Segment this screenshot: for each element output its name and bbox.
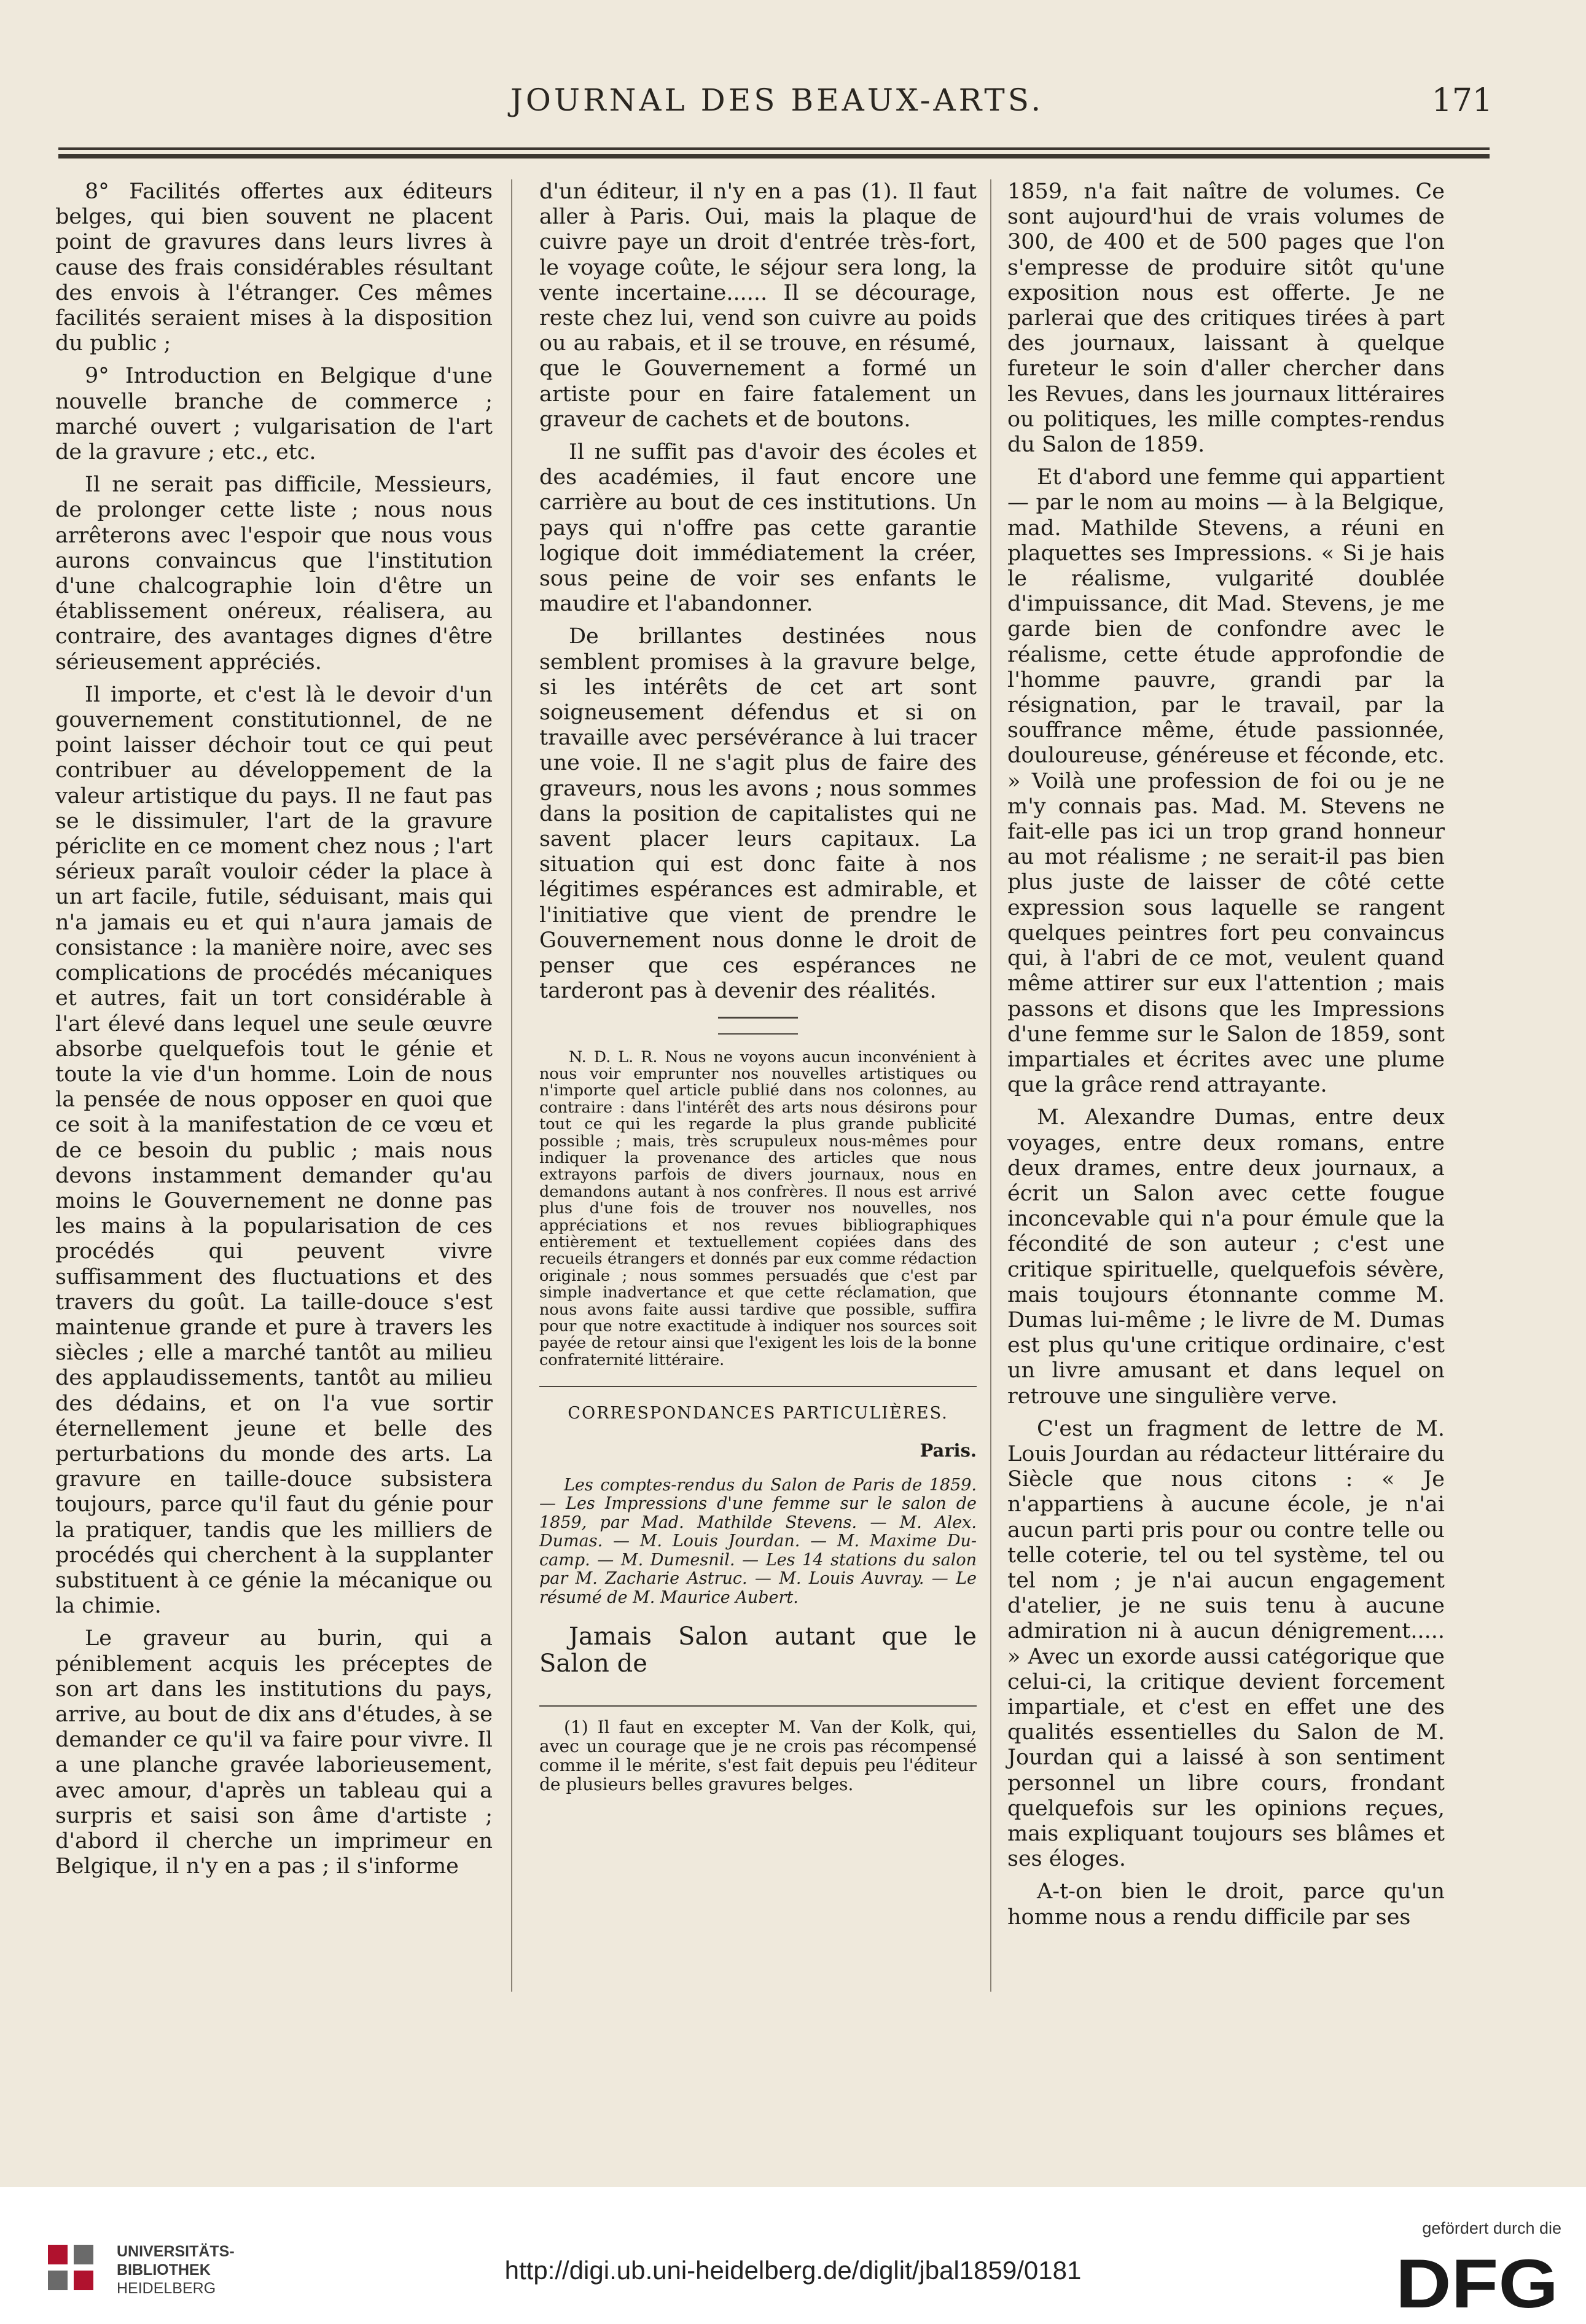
paragraph: d'un éditeur, il n'y en a pas (1). Il faut aller à Paris. Oui, mais la plaque de cuivre paye un droit d'entrée très-fort, le voyage coûte, le séjour sera long, la vente incertaine...... Il se décourage, reste chez lui, vend son cuivre au poids ou au rabais, et il se trouve, en résumé, que le Gouvernement a formé un artiste pour en faire fatalement un graveur de cachets et de boutons. [539, 179, 977, 432]
page-number: 171 [1431, 82, 1493, 119]
column-divider [990, 179, 991, 1992]
column-middle [539, 179, 977, 1794]
paragraph: 9° Introduction en Belgique d'une nouvelle branche de commerce ; marché ouvert ; vulgarisation de l'art de la gravure ; etc., etc. [55, 364, 493, 465]
footnote: (1) Il faut en excepter M. Van der Kolk, qui, avec un courage que je ne crois pas récompensé comme il le mérite, s'est fait depuis peu l'éditeur de plusieurs belles gravures belges. [539, 1717, 977, 1795]
correspondence-heading: CORRESPONDANCES PARTICULIÈRES. [568, 1404, 948, 1423]
paragraph: Le graveur au burin, qui a péniblement acquis les préceptes de son art dans les institutions du pays, arrive, au bout de dix ans d'études, à se demander ce qu'il va faire pour vivre. Il a une planche gravée laborieusement, avec amour, d'après un tableau qui a surpris et saisi son âme d'artiste ; d'abord il cherche un imprimeur en Belgique, il n'y en a pas ; il s'informe [55, 1626, 493, 1879]
dfg-logo-icon [1396, 2248, 1561, 2316]
footnote-rule [539, 1705, 977, 1707]
library-name-line: BIBLIOTHEK [117, 2261, 211, 2279]
paragraph: 1859, n'a fait naître de volumes. Ce sont aujourd'hui de vrais volumes de 300, de 400 et de 500 pages que l'on s'empresse de produire sitôt qu'une exposition nous est offerte. Je ne parlerai que des critiques tirées à part des journaux, laissant à quelque fureteur le soin d'aller chercher dans les Revues, dans les journaux littéraires ou politiques, les mille comptes-rendus du Salon de 1859. [1007, 179, 1445, 458]
source-url-link[interactable]: http://digi.ub.uni-heidelberg.de/diglit/jbal1859/0181 [504, 2256, 1082, 2285]
paragraph: Et d'abord une femme qui appartient — par le nom au moins — à la Belgique, mad. Mathilde Stevens, a réuni en plaquettes ses Impressions. « Si je hais le réalisme, vulgarité doublée d'impuissance, dit Mad. Stevens, je me garde bien de confondre avec le réalisme, cette étude approfondie de l'homme pauvre, grandi par la résignation, par le travail, par la souffrance même, étude passionnée, douloureuse, généreuse et féconde, etc. » Voilà une profession de foi ou je ne m'y connais pas. Mad. M. Stevens ne fait-elle pas ici un trop grand honneur au mot réalisme ; ne serait-il pas bien plus juste de laisser de côté cette expression sous laquelle se rangent quelques peintres fort peu convaincus qui, à l'abri de ce mot, veulent quand même attirer sur eux l'attention ; mais passons et disons que les Impressions d'une femme sur le Salon de 1859, sont impartiales et écrites avec une plume que la grâce rend attrayante. [1007, 465, 1445, 1098]
paragraph: Il ne serait pas difficile, Messieurs, de prolonger cette liste ; nous nous arrêterons avec l'espoir que nous vous aurons convaincus que l'institution d'une chalcographie loin d'être un établissement onéreux, réalisera, au contraire, des avantages dignes d'être sérieusement appréciés. [55, 472, 493, 675]
correspondence-city: Paris. [920, 1440, 977, 1461]
paragraph: Il importe, et c'est là le devoir d'un gouvernement constitutionnel, de ne point laisser déchoir tout ce qui peut contribuer au développement de la valeur artistique du pays. Il ne faut pas se le dissimuler, l'art de la gravure périclite en ce moment chez nous ; l'art sérieux paraît vouloir céder la place à un art facile, futile, séduisant, mais qui n'a jamais eu et qui n'aura jamais de consistance : la manière noire, avec ses complications de procédés mécaniques et autres, fait un tort considérable à l'art élevé dans lequel une seule œuvre absorbe quelquefois tout le génie et toute la vie d'un homme. Loin de nous la pensée de nous opposer en quoi que ce soit à la manifestation de ce vœu et de ce besoin du public ; mais nous devons instamment demander qu'au moins le Gouvernement ne donne pas les mains à la popularisation de ces procédés qui peuvent vivre suffisamment des fluctuations et des travers du goût. La taille-douce s'est maintenue grande et pure à travers les siècles ; elle a marché tantôt au milieu des applaudissements, tantôt au milieu des dédains, et on l'a vue sortir éternellement jeune et belle des perturbations du monde des arts. La gravure en taille-douce subsistera toujours, parce qu'il faut du génie pour la pratiquer, tandis que les milliers de procédés qui cherchent à la supplanter substituent à ce génie la mécanique ou la chimie. [55, 682, 493, 1619]
library-name-line: HEIDELBERG [117, 2280, 216, 2297]
paragraph: A-t-on bien le droit, parce qu'un homme nous a rendu difficile par ses [1007, 1879, 1445, 1930]
column-right [1007, 179, 1445, 1938]
section-divider [539, 1386, 977, 1387]
paragraph: C'est un fragment de lettre de M. Louis Jourdan au rédacteur littéraire du Siècle que nous citons : « Je n'appartiens à aucune école, je n'ai aucun parti pris pour ou contre telle ou telle coterie, tel ou tel système, tel ou tel nom ; je n'ai aucun engagement d'atelier, je ne suis tenu à aucune admiration ni à aucun dénigrement..... » Avec un exorde aussi catégorique que celui-ci, la critique devient forcement impartiale, et c'est en effet une des qualités essentielles du Salon de M. Jourdan qui a laissé à son sentiment personnel un libre cours, frondant quelquefois sur les opinions reçues, mais expliquant toujours ses blâmes et ses éloges. [1007, 1416, 1445, 1872]
section-divider [718, 1033, 798, 1035]
section-divider [718, 1017, 798, 1019]
library-name-line: UNIVERSITÄTS- [117, 2243, 235, 2260]
correspondence-summary: Les comptes-rendus du Salon de Paris de 1859. — Les Impressions d'une femme sur le salon de 1859, par Mad. Mathilde Stevens. — M. Alex. Dumas. — M. Louis Jourdan. — M. Maxime Du-camp. — M. Dumesnil. — Les 14 stations du salon par M. Zacharie Astruc. — M. Louis Auvray. — Le résumé de M. Maurice Aubert. [539, 1475, 977, 1607]
editorial-note: N. D. L. R. Nous ne voyons aucun inconvénient à nous voir emprunter nos nouvelles artistiques ou n'importe quel article publié dans nos colonnes, au contraire : dans l'intérêt des arts nous désirons pour tout ce qui les regarde la plus grande publicité possible ; mais, très scrupuleux nous-mêmes pour indiquer la provenance des articles que nous extrayons parfois de divers journaux, nous en demandons autant à nos confrères. Il nous est arrivé plus d'une fois de trouver nos nouvelles, nos appréciations et nos revues bibliographiques entièrement et textuellement copiées dans des recueils étrangers et donnés par eux comme rédaction originale ; nous sommes persuadés que c'est par simple inadvertance et que cette réclamation, que nous avons faite aussi tardive que possible, suffira pour que notre exactitude à indiquer nos sources soit payée de retour ainsi que l'exigent les lois de la bonne confraternité littéraire. [539, 1047, 977, 1369]
journal-title: JOURNAL DES BEAUX-ARTS. [510, 82, 1044, 118]
paragraph: De brillantes destinées nous semblent promises à la gravure belge, si les intérêts de cet art sont soigneusement défendus et si on travaille avec persévérance à lui tracer une voie. Il ne s'agit plus de faire des graveurs, nous les avons ; nous sommes dans la position de capitalistes qui ne savent placer leurs capitaux. La situation qui est donc faite à nos légitimes espérances est admirable, et l'initiative que vient de prendre le Gouvernement nous donne le droit de penser que ces espérances ne tarderont pas à devenir des réalités. [539, 624, 977, 1004]
paragraph: M. Alexandre Dumas, entre deux voyages, entre deux romans, entre deux drames, entre deux journaux, a écrit un Salon avec cette fougue inconcevable qui n'a pour émule que la fécondité de son auteur ; c'est une critique spirituelle, quelquefois sévère, mais toujours étonnante comme M. Dumas lui-même ; le livre de M. Dumas est plus qu'une critique ordinaire, c'est un livre amusant et dans lequel on retrouve une singulière verve. [1007, 1105, 1445, 1409]
column-divider [511, 179, 512, 1992]
running-head [55, 74, 1499, 135]
paragraph: 8° Facilités offertes aux éditeurs belges, qui bien souvent ne placent point de gravures dans leurs livres à cause des frais considérables résultant des envois à l'étranger. Ces mêmes facilités seraient mises à la disposition du public ; [55, 179, 493, 356]
svg-text:DFG: DFG [1396, 2248, 1558, 2316]
funding-note: gefördert durch die [1422, 2219, 1561, 2237]
paragraph: Il ne suffit pas d'avoir des écoles et des académies, il faut encore une carrière au bout de ces institutions. Un pays qui n'offre pas cette garantie logique doit immédiatement la créer, sous peine de voir ses enfants le maudire et l'abandonner. [539, 440, 977, 617]
header-rule-thick [58, 154, 1490, 158]
correspondence-opening: Jamais Salon autant que le Salon de [539, 1622, 977, 1678]
footer [0, 2187, 1586, 2324]
column-left [55, 179, 493, 1887]
header-rule [58, 147, 1490, 150]
